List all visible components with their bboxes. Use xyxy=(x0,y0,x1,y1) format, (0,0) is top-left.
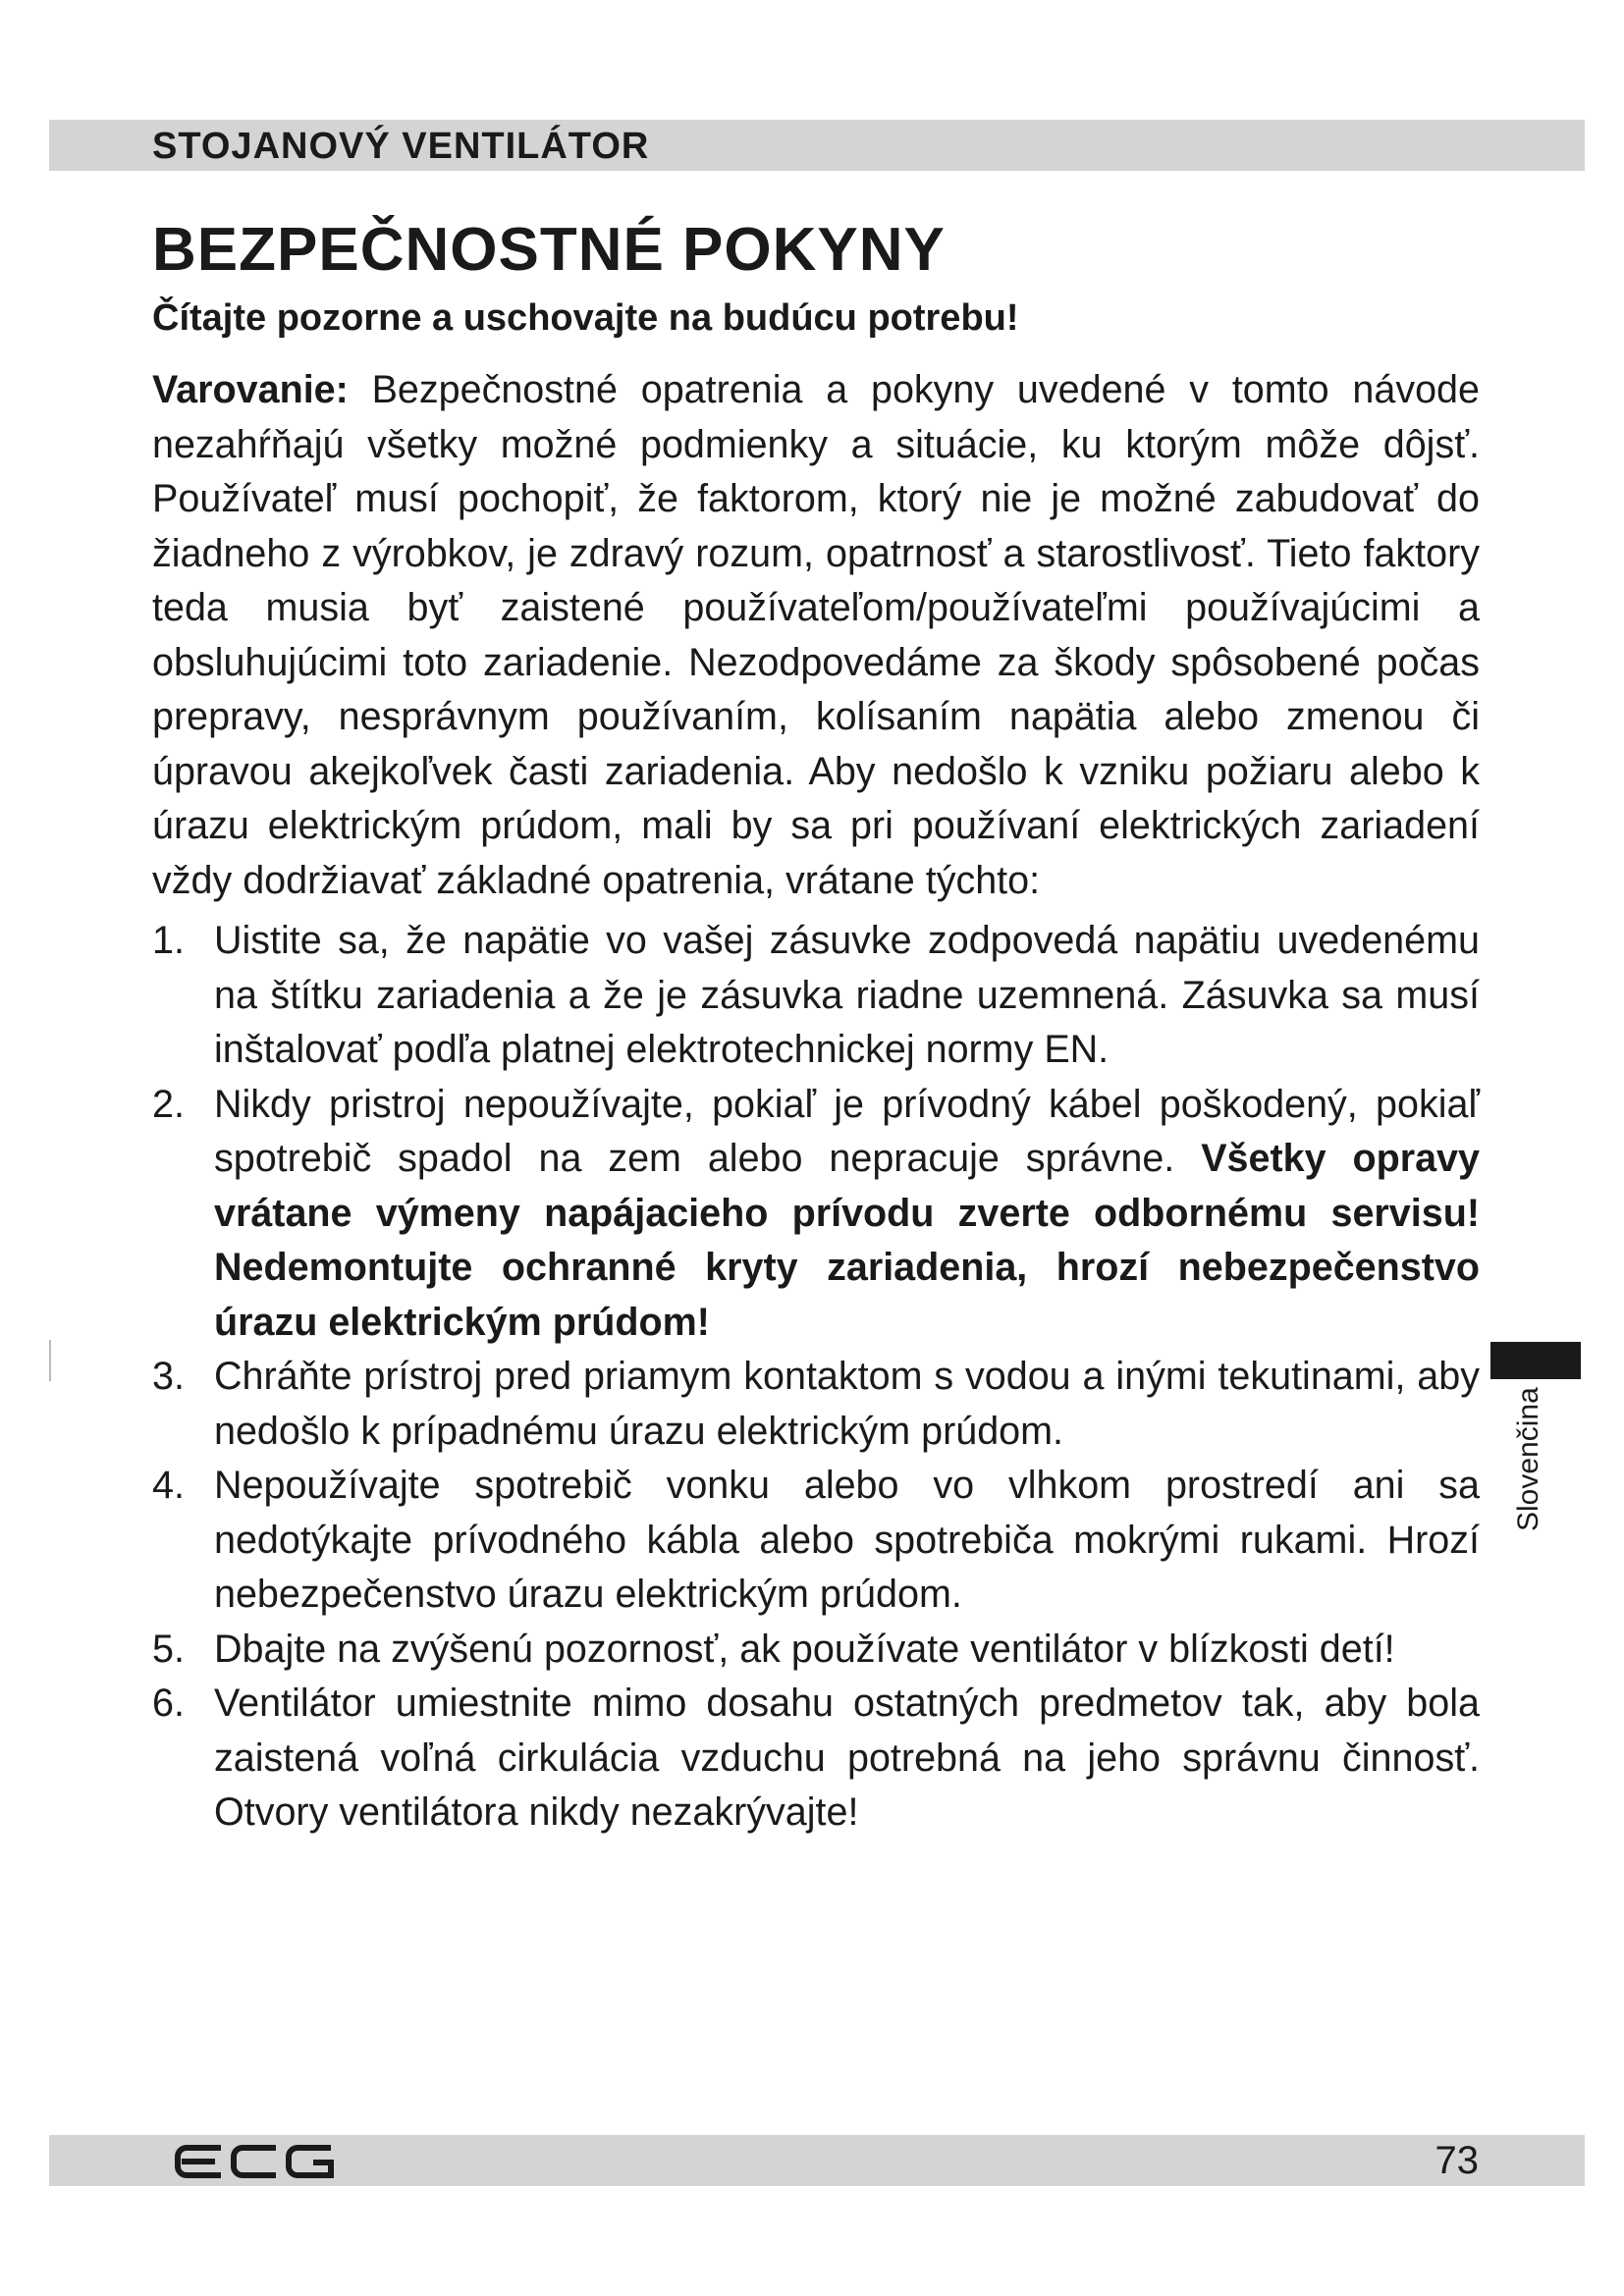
list-item xyxy=(152,1459,1480,1623)
language-label: Slovenčina xyxy=(1512,1387,1544,1531)
language-tab-marker xyxy=(1490,1342,1581,1379)
item-number: 3. xyxy=(152,1355,185,1398)
safety-list xyxy=(152,914,1480,1841)
footer-bar xyxy=(49,2135,1585,2186)
header-bar xyxy=(49,120,1585,171)
ecg-logo xyxy=(172,2139,339,2184)
header-title: STOJANOVÝ VENTILÁTOR xyxy=(152,126,650,167)
item-number: 2. xyxy=(152,1082,185,1126)
item-text: Dbajte na zvýšenú pozornosť, ak používate ventilátor v blízkosti detí! xyxy=(214,1627,1395,1671)
item-bold-text: Všetky opravy vrátane výmeny napájacieho prívodu zverte odbornému servisu! Nedemontujte ochranné kryty zariadenia, hrozí nebezpečenstvo úrazu elektrickým prúdom! xyxy=(214,1137,1480,1344)
warning-paragraph xyxy=(152,363,1480,908)
item-text: Nepoužívajte spotrebič vonku alebo vo vlhkom prostredí ani sa nedotýkajte prívodného kábla alebo spotrebiča mokrými rukami. Hrozí nebezpečenstvo úrazu elektrickým prúdom. xyxy=(214,1464,1480,1616)
margin-mark xyxy=(49,1340,51,1381)
page-title: BEZPEČNOSTNÉ POKYNY xyxy=(152,216,946,284)
list-item xyxy=(152,1623,1480,1678)
warning-label: Varovanie: xyxy=(152,368,349,411)
item-text: Ventilátor umiestnite mimo dosahu ostatných predmetov tak, aby bola zaistená voľná cirkulácia vzduchu potrebná na jeho správnu činnosť. Otvory ventilátora nikdy nezakrývajte! xyxy=(214,1682,1480,1834)
item-number: 1. xyxy=(152,919,185,962)
item-number: 5. xyxy=(152,1627,185,1671)
item-number: 6. xyxy=(152,1682,185,1725)
list-item xyxy=(152,1078,1480,1351)
list-item xyxy=(152,914,1480,1078)
item-number: 4. xyxy=(152,1464,185,1507)
content xyxy=(152,363,1480,1841)
item-text: Nikdy pristroj nepoužívajte, pokiaľ je prívodný kábel poškodený, pokiaľ spotrebič spadol na zem alebo nepracuje správne. xyxy=(214,1082,1480,1180)
item-text: Uistite sa, že napätie vo vašej zásuvke zodpovedá napätiu uvedenému na štítku zariadenia a že je zásuvka riadne uzemnená. Zásuvka sa musí inštalovať podľa platnej elektrotechnickej normy EN. xyxy=(214,919,1480,1071)
list-item xyxy=(152,1350,1480,1459)
subtitle: Čítajte pozorne a uschovajte na budúcu potrebu! xyxy=(152,297,1019,339)
item-text: Chráňte prístroj pred priamym kontaktom s vodou a inými tekutinami, aby nedošlo k prípadnému úrazu elektrickým prúdom. xyxy=(214,1355,1480,1453)
list-item xyxy=(152,1677,1480,1841)
page-number: 73 xyxy=(1435,2139,1479,2182)
warning-text: Bezpečnostné opatrenia a pokyny uvedené v tomto návode nezahŕňajú všetky možné podmienky a situácie, ku ktorým môže dôjsť. Používateľ musí pochopiť, že faktorom, ktorý nie je možné zabudovať do žiadneho z výrobkov, je zdravý rozum, opatrnosť a starostlivosť. Tieto faktory teda musia byť zaistené používateľom/používateľmi používajúcimi a obsluhujúcimi toto zariadenie. Nezodpovedáme za škody spôsobené počas prepravy, nesprávnym používaním, kolísaním napätia alebo zmenou či úpravou akejkoľvek časti zariadenia. Aby nedošlo k vzniku požiaru alebo k úrazu elektrickým prúdom, mali by sa pri používaní elektrických zariadení vždy dodržiavať základné opatrenia, vrátane týchto: xyxy=(152,368,1480,902)
